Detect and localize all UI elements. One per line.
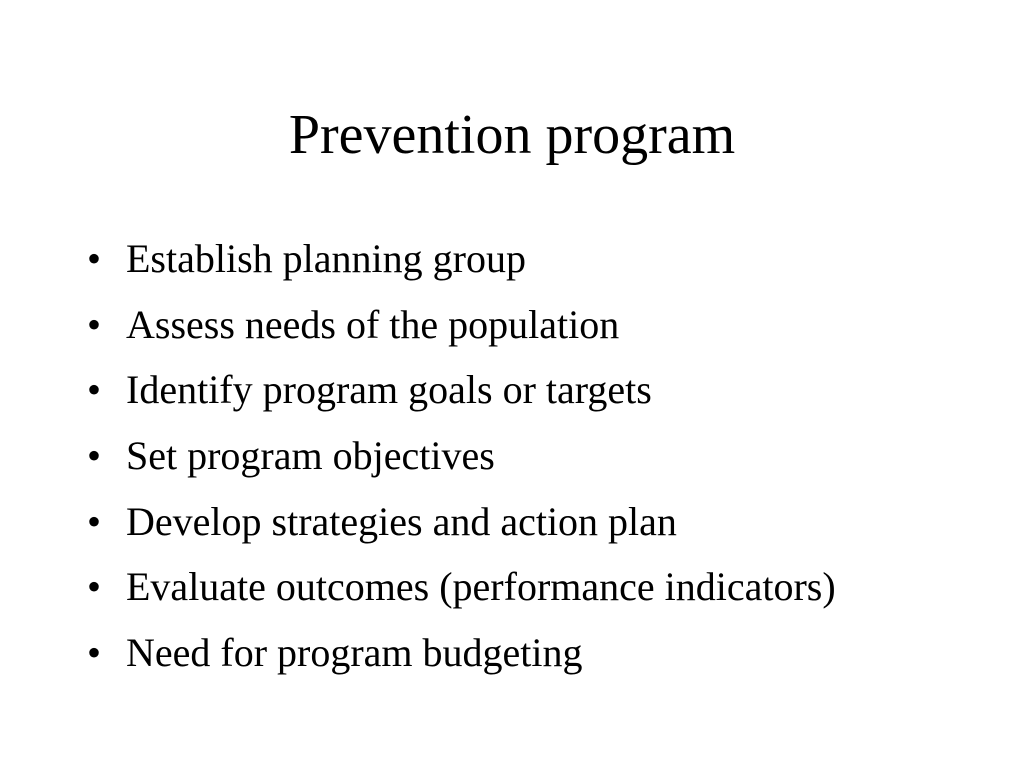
bullet-dot-icon: •: [87, 433, 102, 479]
bullet-dot-icon: •: [87, 367, 102, 413]
bullet-list: [82, 226, 1002, 686]
bullet-dot-icon: •: [87, 236, 102, 281]
bullet-text: Establish planning group: [126, 236, 526, 281]
bullet-item: [82, 554, 1002, 620]
bullet-dot-icon: •: [87, 498, 102, 544]
bullet-item: [82, 423, 1002, 489]
bullet-text: Need for program budgeting: [126, 630, 583, 676]
bullet-item: [82, 489, 1002, 555]
bullet-text: Set program objectives: [126, 433, 495, 479]
bullet-dot-icon: •: [87, 564, 102, 610]
bullet-item: [82, 620, 1002, 686]
bullet-text: Assess needs of the population: [126, 301, 620, 347]
bullet-item: [82, 292, 1002, 358]
bullet-dot-icon: •: [87, 301, 102, 347]
bullet-item: [82, 226, 1002, 292]
bullet-item: [82, 357, 1002, 423]
bullet-text: Evaluate outcomes (performance indicators): [126, 564, 836, 610]
bullet-text: Develop strategies and action plan: [126, 498, 677, 544]
bullet-dot-icon: •: [87, 630, 102, 676]
slide-title: Prevention program: [288, 104, 736, 166]
bullet-text: Identify program goals or targets: [126, 367, 652, 413]
